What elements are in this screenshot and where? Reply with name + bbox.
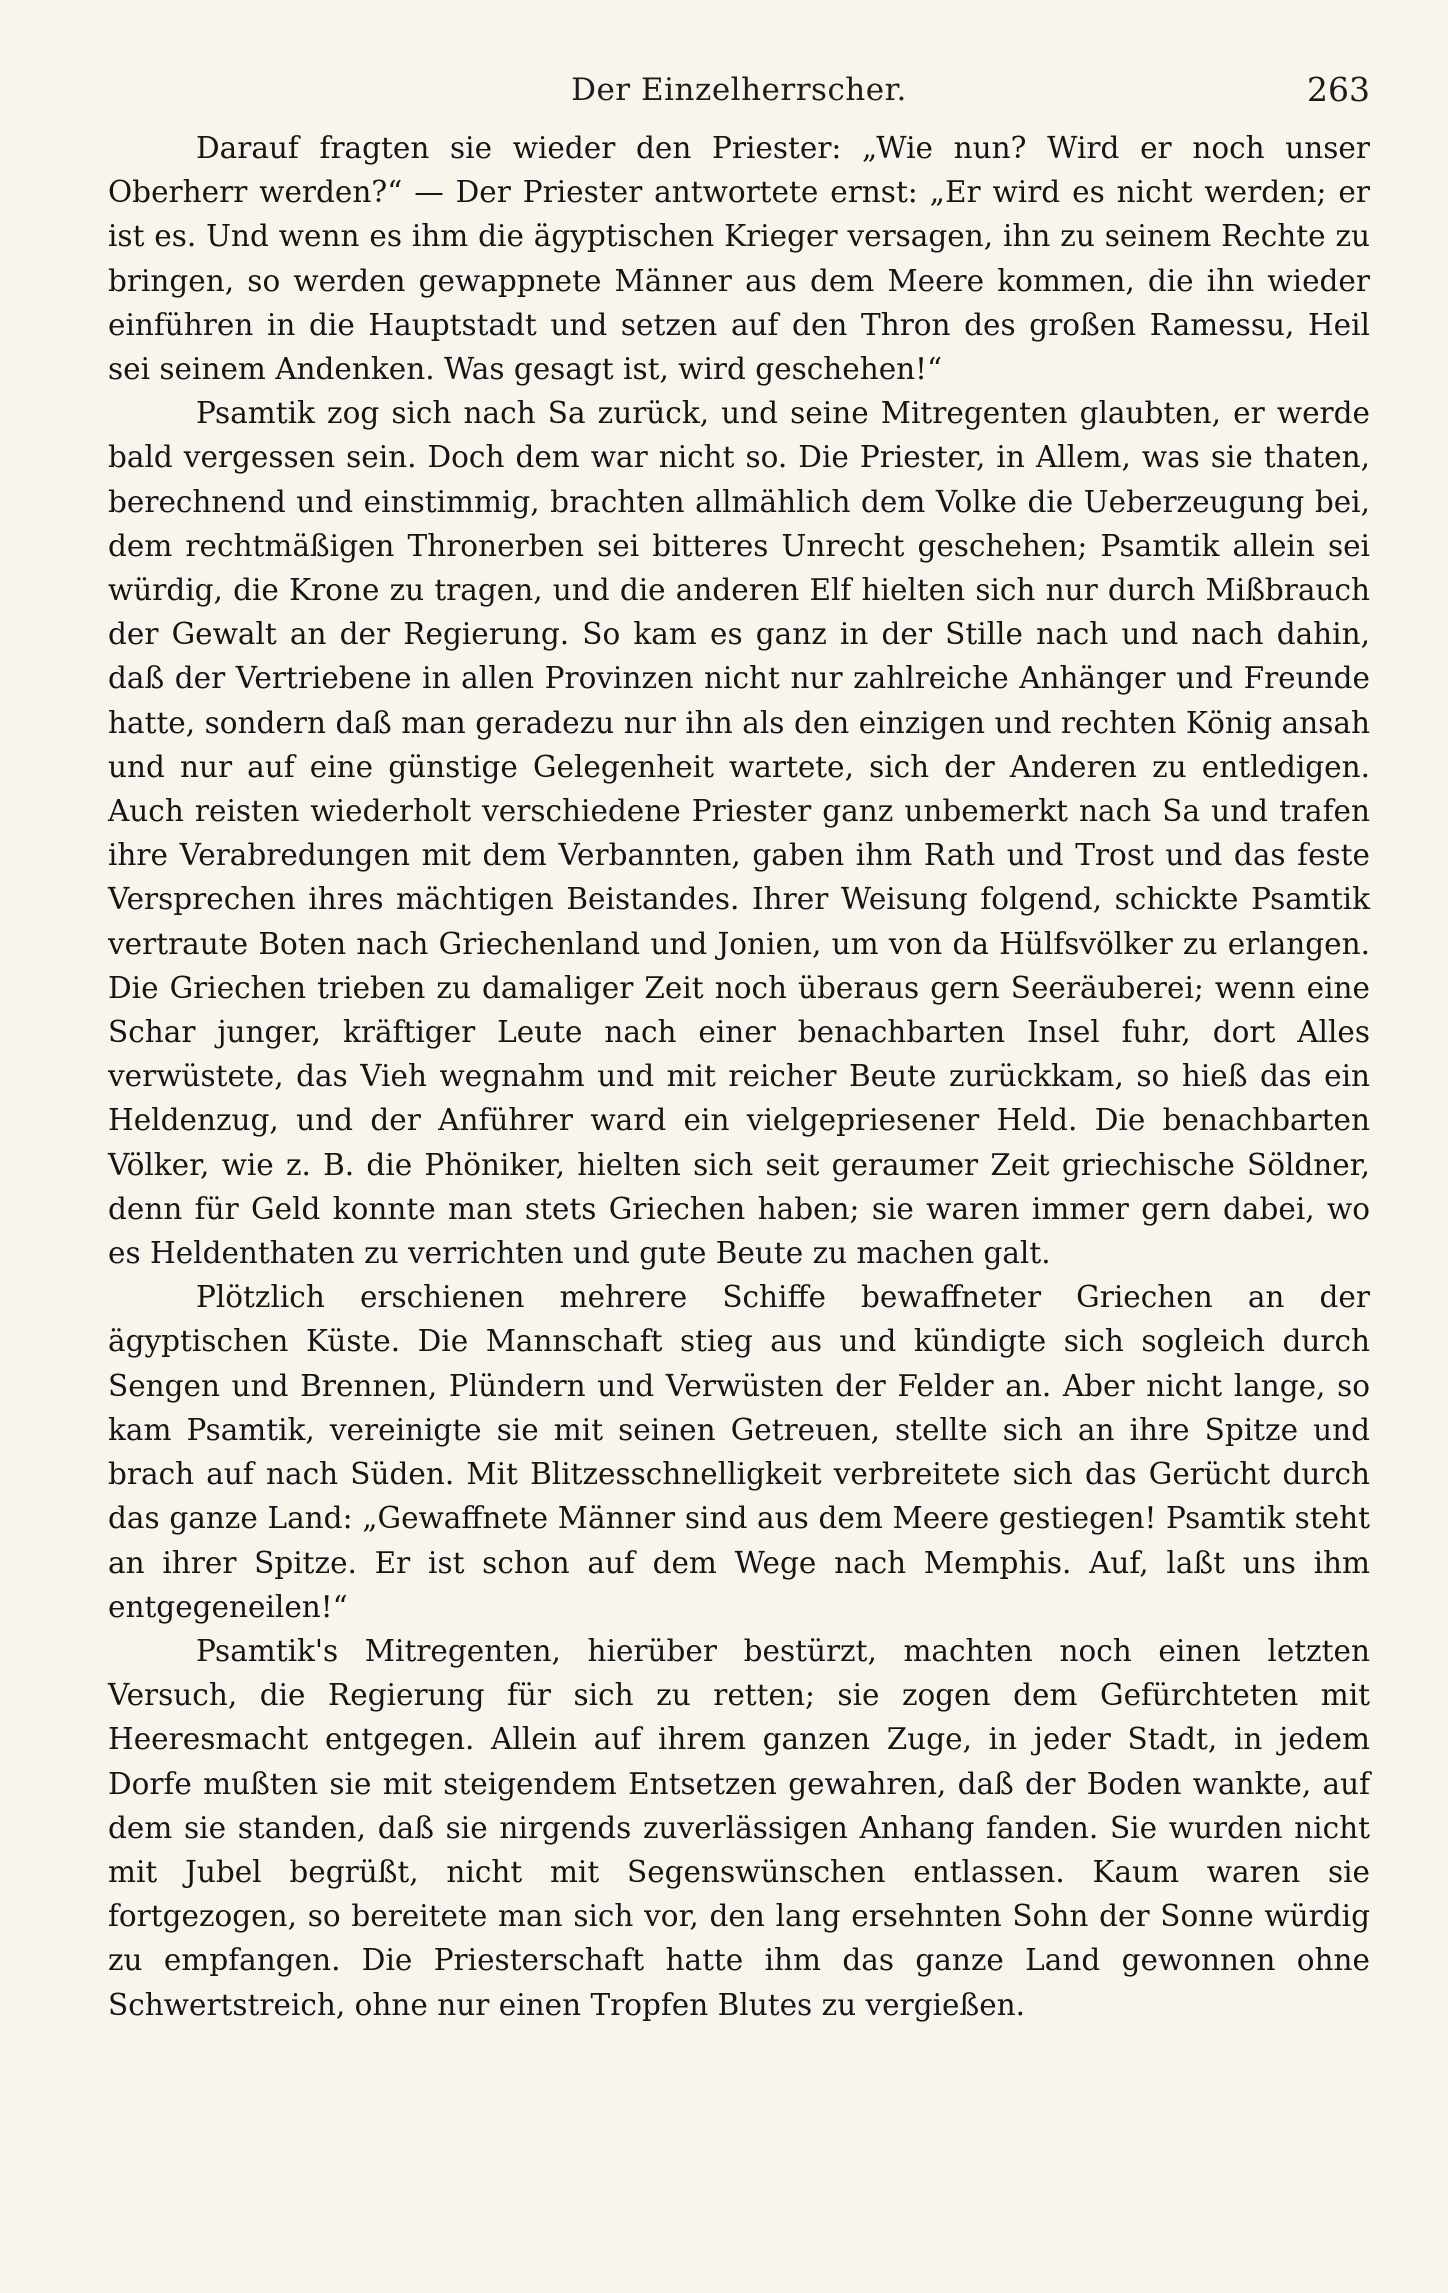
paragraph: Darauf fragten sie wieder den Priester: „Wie nun? Wird er noch unser Oberherr werden?“ — Der Priester antwortete ernst: „Er wird es nicht werden; er ist es. Und wenn es ihm die ägyptischen Krieger versagen, ihn zu seinem Rechte zu bringen, so werden gewappnete Männer aus dem Meere kommen, die ihn wieder einführen in die Hauptstadt und setzen auf den Thron des großen Ramessu, Heil sei seinem Andenken. Was gesagt ist, wird geschehen!“ [108, 131, 1370, 387]
paragraph: Plötzlich erschienen mehrere Schiffe bewaffneter Griechen an der ägyptischen Küste. Die Mannschaft stieg aus und kündigte sich sogleich durch Sengen und Brennen, Plündern und Verwüsten der Felder an. Aber nicht lange, so kam Psamtik, vereinigte sie mit seinen Getreuen, stellte sich an ihre Spitze und brach auf nach Süden. Mit Blitzesschnelligkeit verbreitete sich das Gerücht durch das ganze Land: „Gewaffnete Männer sind aus dem Meere gestiegen! Psamtik steht an ihrer Spitze. Er ist schon auf dem Wege nach Memphis. Auf, laßt uns ihm entgegeneilen!“ [108, 1280, 1370, 1624]
page-header [108, 66, 1370, 114]
body-text [108, 126, 1370, 2027]
paragraph: Psamtik zog sich nach Sa zurück, und seine Mitregenten glaubten, er werde bald vergessen sein. Doch dem war nicht so. Die Priester, in Allem, was sie thaten, berechnend und einstimmig, brachten allmählich dem Volke die Ueberzeugung bei, dem rechtmäßigen Thronerben sei bitteres Unrecht geschehen; Psamtik allein sei würdig, die Krone zu tragen, und die anderen Elf hielten sich nur durch Mißbrauch der Gewalt an der Regierung. So kam es ganz in der Stille nach und nach dahin, daß der Vertriebene in allen Provinzen nicht nur zahlreiche Anhänger und Freunde hatte, sondern daß man geradezu nur ihn als den einzigen und rechten König ansah und nur auf eine günstige Gelegenheit wartete, sich der Anderen zu entledigen. Auch reisten wiederholt verschiedene Priester ganz unbemerkt nach Sa und trafen ihre Verabredungen mit dem Verbannten, gaben ihm Rath und Trost und das feste Versprechen ihres mächtigen Beistandes. Ihrer Weisung folgend, schickte Psamtik vertraute Boten nach Griechenland und Jonien, um von da Hülfsvölker zu erlangen. Die Griechen trieben zu damaliger Zeit noch überaus gern Seeräuberei; wenn eine Schar junger, kräftiger Leute nach einer benachbarten Insel fuhr, dort Alles verwüstete, das Vieh wegnahm und mit reicher Beute zurückkam, so hieß das ein Heldenzug, und der Anführer ward ein vielgepriesener Held. Die benachbarten Völker, wie z. B. die Phöniker, hielten sich seit geraumer Zeit griechische Söldner, denn für Geld konnte man stets Griechen haben; sie waren immer gern dabei, wo es Heldenthaten zu verrichten und gute Beute zu machen galt. [108, 396, 1370, 1271]
paragraph: Psamtik's Mitregenten, hierüber bestürzt, machten noch einen letzten Versuch, die Regierung für sich zu retten; sie zogen dem Gefürchteten mit Heeresmacht entgegen. Allein auf ihrem ganzen Zuge, in jeder Stadt, in jedem Dorfe mußten sie mit steigendem Entsetzen gewahren, daß der Boden wankte, auf dem sie standen, daß sie nirgends zuverlässigen Anhang fanden. Sie wurden nicht mit Jubel begrüßt, nicht mit Segenswünschen entlassen. Kaum waren sie fortgezogen, so bereitete man sich vor, den lang ersehnten Sohn der Sonne würdig zu empfangen. Die Priesterschaft hatte ihm das ganze Land gewonnen ohne Schwertstreich, ohne nur einen Tropfen Blutes zu vergießen. [108, 1633, 1370, 2022]
running-title: Der Einzelherrscher. [571, 72, 907, 108]
page-number: 263 [1307, 70, 1370, 109]
